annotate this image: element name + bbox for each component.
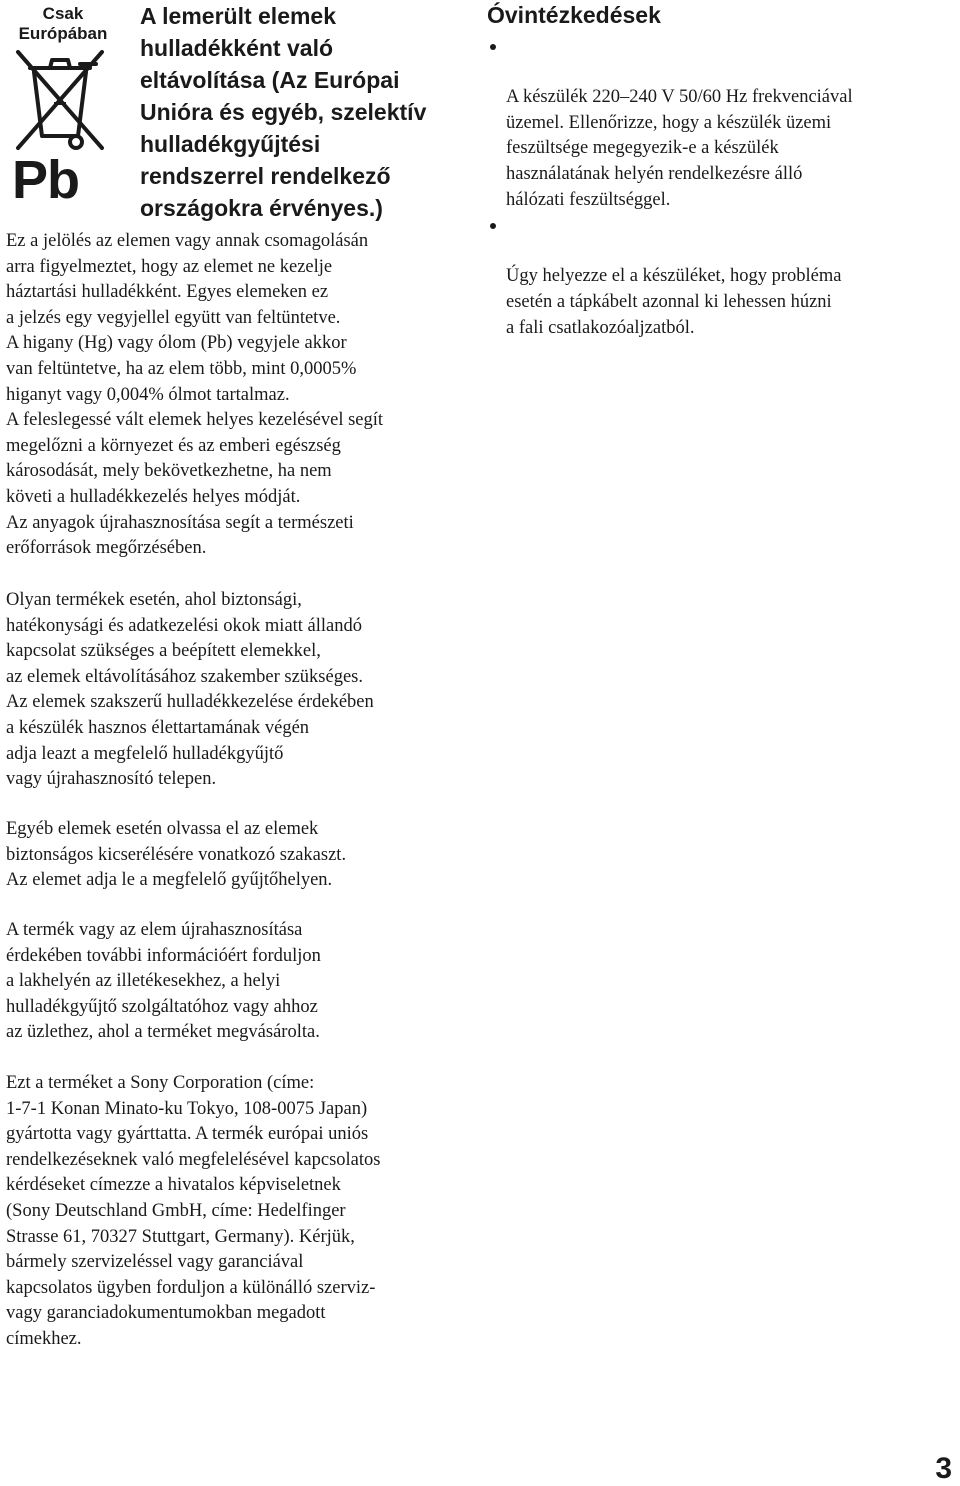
list-item: [487, 34, 947, 213]
paragraph-built-in-batteries: Olyan termékek esetén, ahol biztonsági, hatékonysági és adatkezelési okok miatt állandó kapcsolat szükséges a beépített elemekkel, az elemek eltávolításához szakember szükséges. Az elemek szakszerű hulladékkezelése érdekében a készülék hasznos élettartamának végén adja leazt a megfelelő hulladékgyűjtő vagy újrahasznosító telepen.: [6, 590, 374, 790]
bullet-icon: [490, 223, 496, 229]
section-title-precautions: Óvintézkedések: [487, 2, 661, 28]
page-number: 3: [935, 1452, 952, 1485]
section-title-battery-disposal: A lemerült elemek hulladékként való eltávolítása (Az Európai Unióra és egyéb, szelektív hulladékgyűjtési rendszerrel rendelkező országokra érvényes.): [140, 3, 427, 221]
list-item: [487, 213, 947, 341]
list-item-text: A készülék 220–240 V 50/60 Hz frekvenciával üzemel. Ellenőrizze, hogy a készülék üzemi feszültsége megegyezik-e a készülék használatának helyén rendelkezésre álló hálózati feszültséggel.: [506, 87, 853, 210]
bullet-icon: [490, 44, 496, 50]
precautions-list: [487, 34, 947, 341]
list-item-text: Úgy helyezze el a készüléket, hogy probléma esetén a tápkábelt azonnal ki lehessen húzni a fali csatlakozóaljzatból.: [506, 266, 842, 338]
paragraph-other-batteries: Egyéb elemek esetén olvassa el az elemek biztonságos kicserélésére vonatkozó szakaszt. Az elemet adja le a megfelelő gyűjtőhelyen.: [6, 819, 347, 891]
lead-chemical-symbol: Pb: [12, 150, 80, 210]
paragraph-recycling-info: A termék vagy az elem újrahasznosítása érdekében további információért forduljon a lakhelyén az illetékesekhez, a helyi hulladékgyűjtő szolgáltatóhoz vagy ahhoz az üzlethez, ahol a terméket megvásárolta.: [6, 920, 321, 1043]
paragraph-manufacturer-info: Ezt a terméket a Sony Corporation (címe: 1-7-1 Konan Minato-ku Tokyo, 108-0075 Japan) gyártotta vagy gyárttatta. A termék európai uniós rendelkezéseknek való megfelelésével kapcsolatos kérdéseket címezze a hivatalos képviseletnek (Sony Deutschland GmbH, címe: Hedelfinger Strasse 61, 70327 Stuttgart, Germany). Kérjük, bármely szervizeléssel vagy garanciával kapcsolatos ügyben forduljon a különálló szerviz- vagy garanciadokumentumokban megadott címekhez.: [6, 1073, 381, 1349]
region-tag: Csak Európában: [18, 4, 108, 43]
crossed-out-wheelie-bin-icon: [10, 44, 110, 154]
paragraph-symbol-meaning: Ez a jelölés az elemen vagy annak csomagolásán arra figyelmeztet, hogy az elemet ne kezelje háztartási hulladékként. Egyes elemeken ez a jelzés egy vegyjellel együtt van feltüntetve. A higany (Hg) vagy ólom (Pb) vegyjele akkor van feltüntetve, ha az elem több, mint 0,0005% higanyt vagy 0,004% ólmot tartalmaz. A feleslegessé vált elemek helyes kezelésével segít megelőzni a környezet és az emberi egészség károsodását, mely bekövetkezhetne, ha nem követi a hulladékkezelés helyes módját. Az anyagok újrahasznosítása segít a természeti erőforrások megőrzésében.: [6, 231, 384, 559]
